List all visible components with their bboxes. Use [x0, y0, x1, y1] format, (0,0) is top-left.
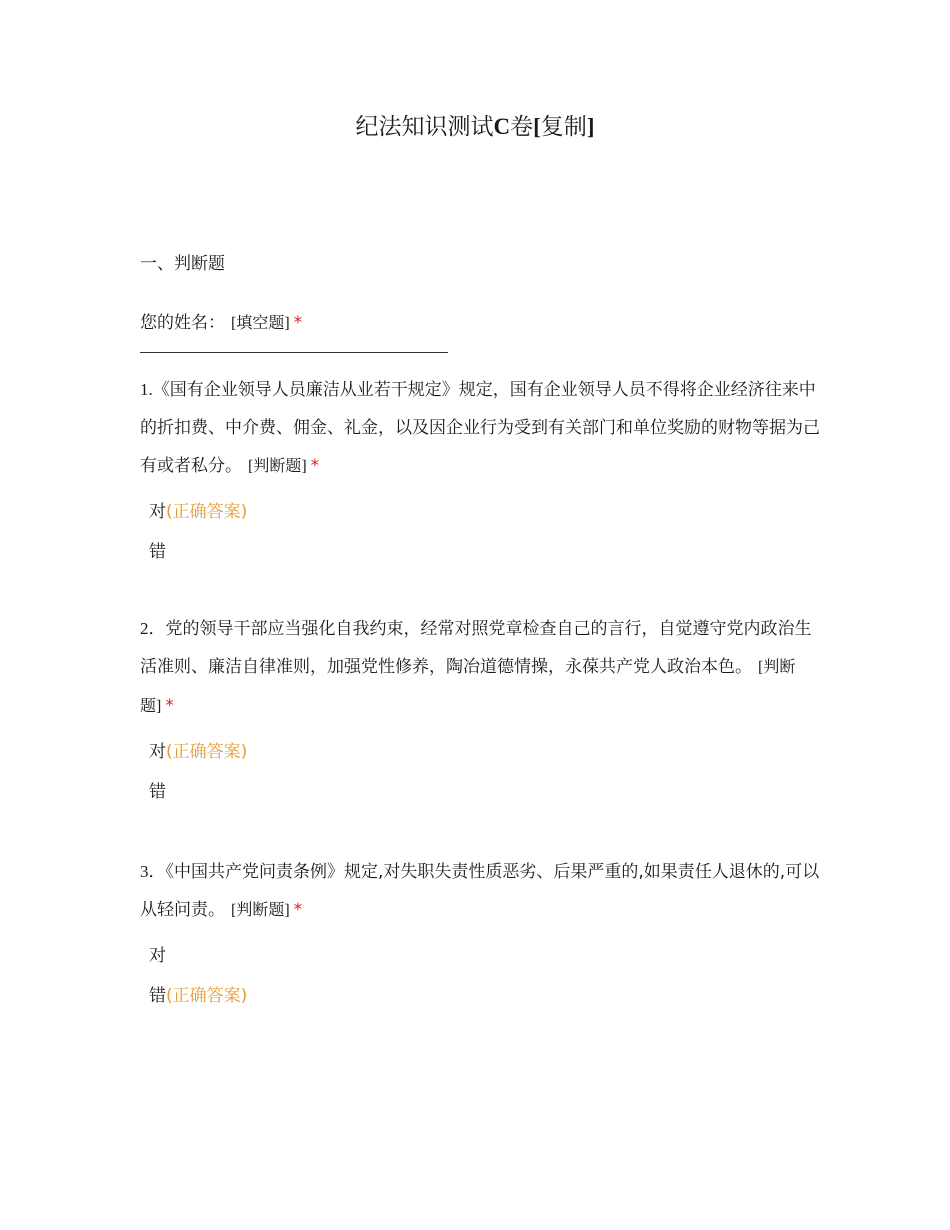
- option-true[interactable]: [140, 732, 820, 772]
- option-label: 错: [149, 542, 166, 562]
- title-suffix: 卷: [510, 114, 534, 140]
- option-true[interactable]: [140, 492, 820, 532]
- question-type-tag: [填空题]: [231, 315, 290, 332]
- required-marker: *: [293, 313, 303, 333]
- question-body: 党的领导干部应当强化自我约束，经常对照党章检查自己的言行，自觉遵守党内政治生活准则、廉洁自律准则，加强党性修养，陶冶道德情操，永葆共产党人政治本色。: [140, 619, 812, 677]
- option-true[interactable]: [140, 936, 820, 976]
- question-type-tag: [判断题]: [140, 659, 796, 715]
- option-label: 对: [149, 742, 166, 762]
- correct-answer-label: (正确答案): [166, 502, 248, 522]
- options-list: [140, 732, 820, 812]
- correct-answer-label: (正确答案): [166, 742, 248, 762]
- question-2: [140, 610, 820, 812]
- question-text: [140, 371, 820, 486]
- question-number: 1.: [140, 380, 153, 399]
- question-3: [140, 853, 820, 1016]
- title-copy-label: 复制: [540, 114, 587, 140]
- option-false[interactable]: [140, 772, 820, 812]
- name-fill-line[interactable]: [140, 352, 448, 353]
- options-list: [140, 936, 820, 1016]
- option-label: 对: [149, 946, 166, 966]
- page-title: [0, 110, 950, 144]
- options-list: [140, 492, 820, 572]
- required-marker: *: [293, 900, 303, 920]
- title-bracket-close: ]: [586, 114, 595, 139]
- required-marker: *: [165, 696, 174, 716]
- title-text: 纪法知识测试: [355, 114, 494, 140]
- option-label: 错: [149, 782, 166, 802]
- question-text: [140, 610, 820, 726]
- option-label: 对: [149, 502, 166, 522]
- option-false[interactable]: [140, 532, 820, 572]
- question-body: 《中国共产党问责条例》规定,对失职失责性质恶劣、后果严重的,如果责任人退休的,可以从轻问责。: [140, 862, 820, 920]
- question-1: [140, 371, 820, 572]
- question-number: 3．: [140, 862, 166, 881]
- question-number: 2．: [140, 619, 166, 638]
- correct-answer-label: (正确答案): [166, 986, 248, 1006]
- title-letter: C: [493, 114, 511, 139]
- question-type-tag: [判断题]: [231, 902, 290, 919]
- question-body: 《国有企业领导人员廉洁从业若干规定》规定，国有企业领导人员不得将企业经济往来中的折扣费、中介费、佣金、礼金，以及因企业行为受到有关部门和单位奖励的财物等据为己有或者私分。: [140, 380, 820, 476]
- option-false[interactable]: [140, 976, 820, 1016]
- question-type-tag: [判断题]: [248, 458, 307, 475]
- title-bracket-open: [: [533, 114, 541, 139]
- option-label: 错: [149, 986, 166, 1006]
- name-question-label: 您的姓名：: [140, 313, 225, 333]
- name-question: [140, 309, 820, 353]
- survey-content: [140, 250, 820, 1016]
- section-title: 一、判断题: [140, 254, 225, 274]
- required-marker: *: [310, 456, 320, 476]
- question-text: [140, 853, 820, 930]
